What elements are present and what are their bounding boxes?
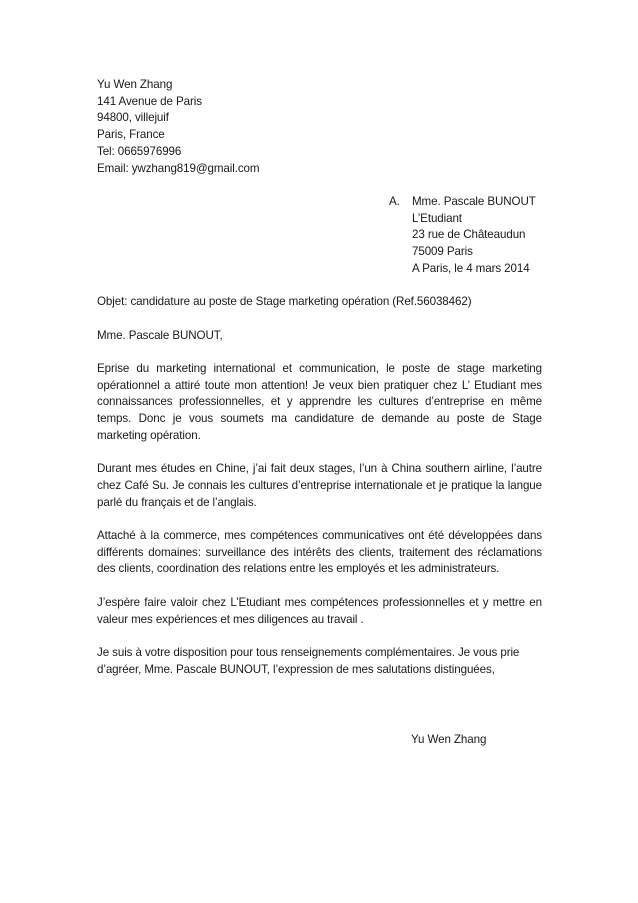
recipient-company: L’Etudiant (412, 211, 462, 225)
body-paragraph: Je suis à votre disposition pour tous renseignements complémentaires. Je vous prie d’agréer, Mme. Pascale BUNOUT, l’expression de mes salutations distinguées, (97, 645, 520, 676)
letter-subject: Objet: candidature au poste de Stage marketing opération (Ref.56038462) (97, 295, 472, 308)
sender-name: Yu Wen Zhang (97, 78, 173, 91)
letter-salutation: Mme. Pascale BUNOUT, (97, 329, 223, 342)
letter-body (97, 361, 542, 695)
sender-street: 141 Avenue de Paris (97, 94, 202, 108)
recipient-list-marker: A. (389, 195, 400, 208)
body-paragraph: Eprise du marketing international et communication, le poste de stage marketing opérationnel a attiré toute mon attention! Je veux bien pratiquer chez L’ Etudiant mes connaissances professionnelles, et y apprendre les cultures d’entreprise en même temps. Donc je vous soumets ma candidature de demande au poste de Stage marketing opération. (97, 362, 542, 442)
sender-address-block (97, 77, 427, 177)
sender-city: 94800, villejuif (97, 111, 169, 125)
letter-date: A Paris, le 4 mars 2014 (412, 261, 530, 275)
sender-phone: Tel: 0665976996 (97, 144, 182, 158)
letter-signature: Yu Wen Zhang (411, 733, 487, 746)
body-paragraph: Durant mes études en Chine, j’ai fait deux stages, l’un à China southern airline, l’autre chez Café Su. Je connais les cultures d’entreprise internationale et je pratique la langue parlé du français et de l’anglais. (97, 462, 542, 509)
body-paragraph: Attaché à la commerce, mes compétences communicatives ont été développées dans différents domaines: surveillance des intérêts des clients, traitement des réclamations des clients, coordination des relations entre les employés et les administrateurs. (97, 529, 542, 576)
sender-country: Paris, France (97, 128, 165, 142)
recipient-address-block (389, 194, 589, 278)
recipient-name: Mme. Pascale BUNOUT (412, 195, 536, 208)
sender-email: Email: ywzhang819@gmail.com (97, 161, 260, 175)
body-paragraph: J’espère faire valoir chez L’Etudiant mes compétences professionnelles et y mettre en valeur mes expériences et mes diligences au travail . (97, 595, 542, 626)
recipient-city: 75009 Paris (412, 245, 473, 259)
recipient-street: 23 rue de Châteaudun (412, 228, 526, 242)
